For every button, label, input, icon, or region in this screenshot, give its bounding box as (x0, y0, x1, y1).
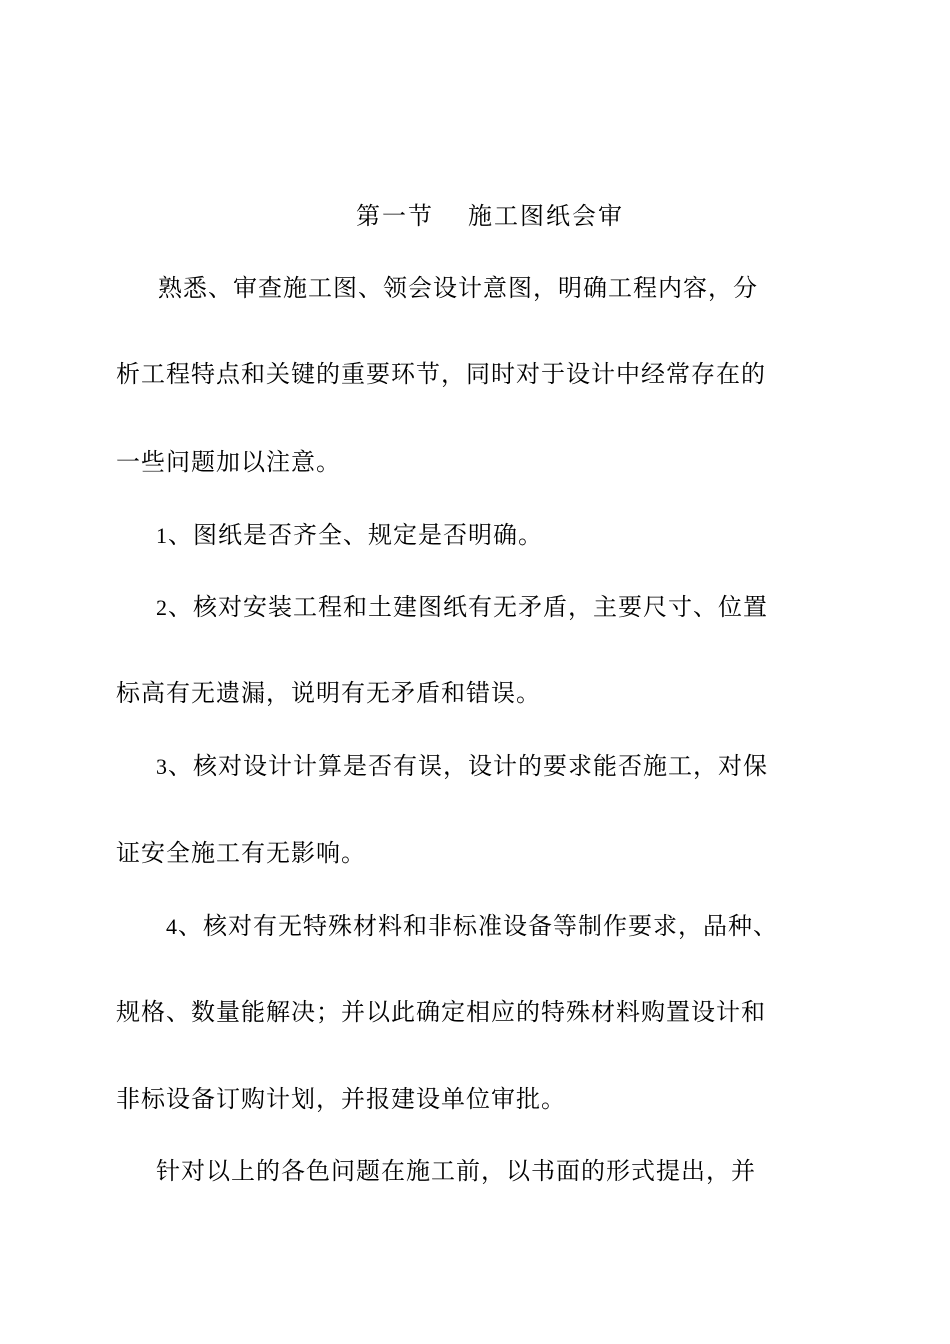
paragraph-intro-line-2: 析工程特点和关键的重要环节，同时对于设计中经常存在的 (116, 360, 766, 388)
item-2-line-2: 标高有无遗漏，说明有无矛盾和错误。 (116, 679, 541, 707)
section-name: 施工图纸会审 (468, 202, 624, 230)
item-3-line-1: 、核对设计计算是否有误，设计的要求能否施工，对保 (168, 752, 768, 780)
item-3-line-2: 证安全施工有无影响。 (116, 839, 366, 867)
item-3 (156, 751, 768, 782)
item-4-line-1: 、核对有无特殊材料和非标准设备等制作要求，品种、 (178, 912, 778, 940)
item-1-line-1: 、图纸是否齐全、规定是否明确。 (168, 521, 543, 549)
paragraph-closing-line-1: 针对以上的各色问题在施工前，以书面的形式提出，并 (156, 1157, 756, 1185)
item-3-number: 3 (156, 754, 168, 779)
section-number: 第一节 (356, 202, 434, 230)
item-4-line-3: 非标设备订购计划，并报建设单位审批。 (116, 1085, 566, 1113)
item-1 (156, 520, 543, 551)
item-2-number: 2 (156, 595, 168, 620)
item-4-number: 4 (166, 914, 178, 939)
section-title (356, 201, 624, 231)
paragraph-intro-line-1: 熟悉、审查施工图、领会设计意图，明确工程内容，分 (158, 274, 758, 302)
item-2 (156, 592, 768, 623)
item-4-line-2: 规格、数量能解决；并以此确定相应的特殊材料购置设计和 (116, 998, 766, 1026)
item-2-line-1: 、核对安装工程和土建图纸有无矛盾，主要尺寸、位置 (168, 593, 768, 621)
item-4 (166, 911, 778, 942)
item-1-number: 1 (156, 523, 168, 548)
paragraph-intro-line-3: 一些问题加以注意。 (116, 448, 341, 476)
